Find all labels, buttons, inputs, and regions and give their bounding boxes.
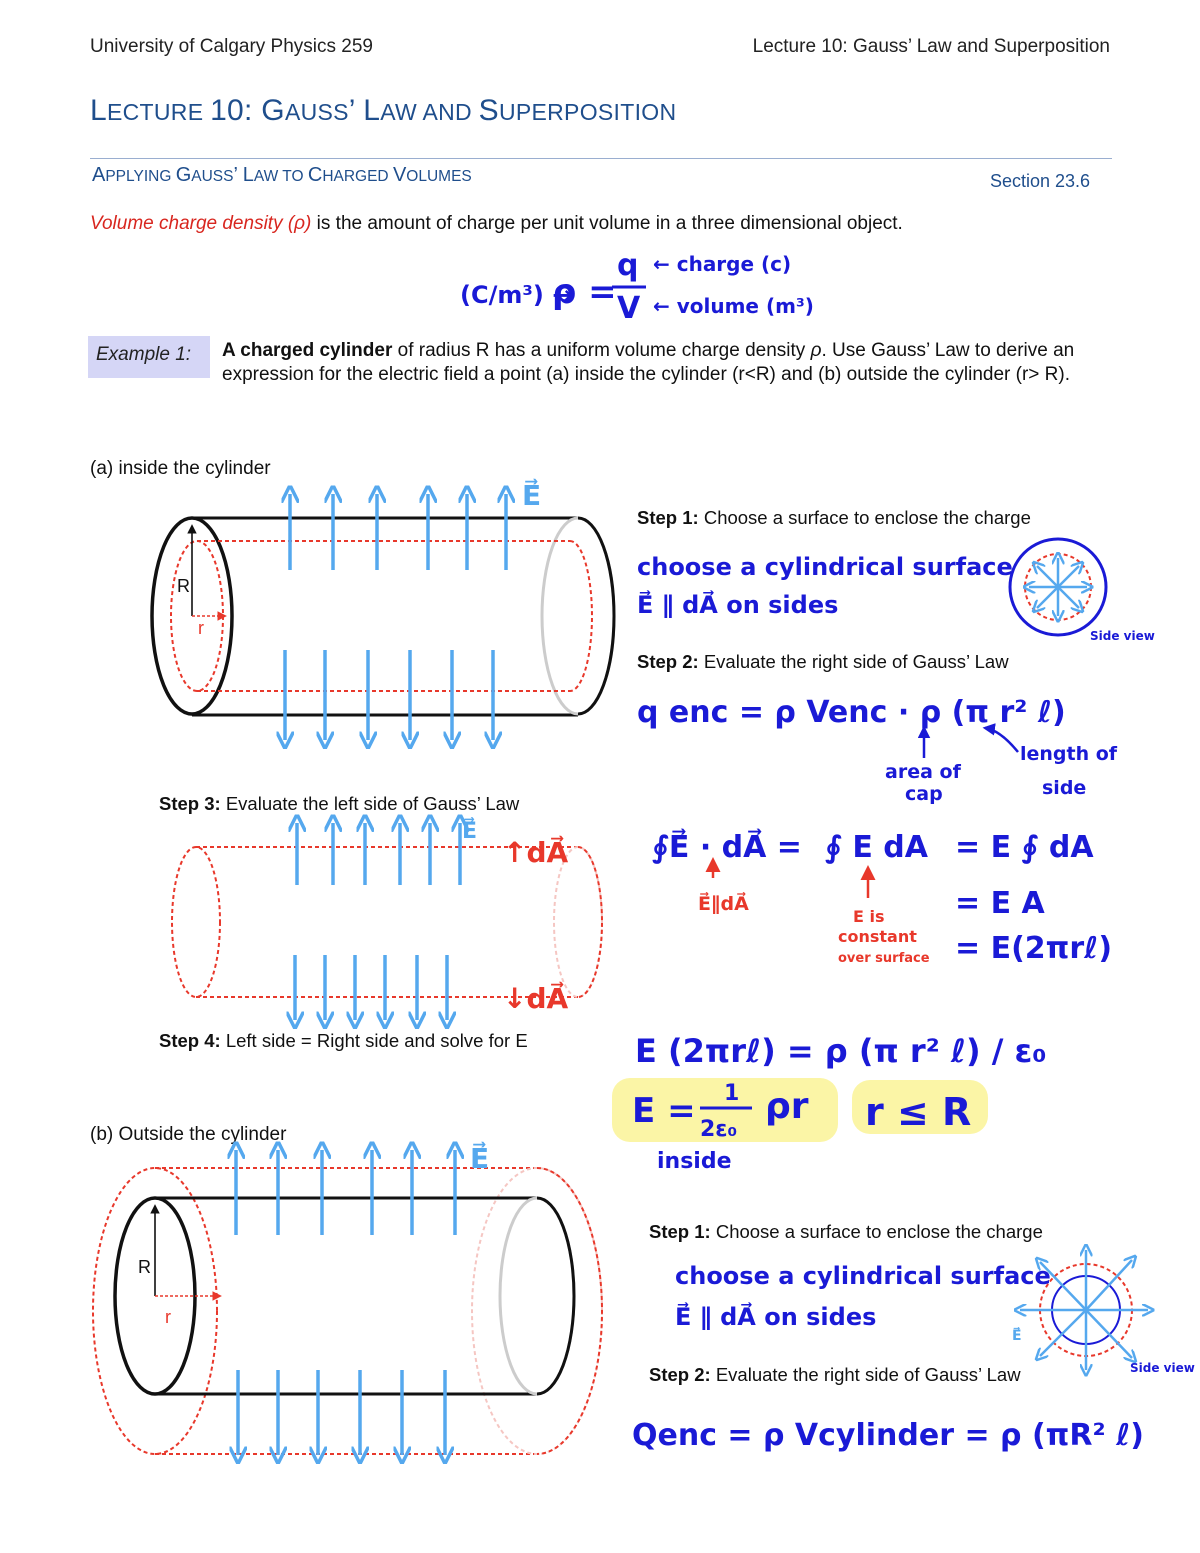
svg-text:E⃗: E⃗: [462, 819, 478, 844]
svg-text:q enc = ρ Venc · ρ (π r² ℓ): q enc = ρ Venc · ρ (π r² ℓ): [637, 695, 1066, 730]
dA-up-label: ↑dA⃗: [503, 836, 569, 869]
cylinder-b: [93, 1141, 602, 1455]
step1-b: Step 1: Choose a surface to enclose the charge: [649, 1221, 1043, 1242]
definition-line: Volume charge density (ρ) is the amount of charge per unit volume in a three dimensional object.: [90, 213, 903, 234]
header-left: University of Calgary Physics 259: [90, 36, 373, 57]
svg-text:V: V: [617, 291, 641, 326]
svg-text:= E ∮ dA: = E ∮ dA: [955, 830, 1094, 865]
page-title: LECTURE 10: GAUSS’ LAW AND SUPERPOSITION: [90, 94, 677, 127]
svg-text:← volume (m³): ← volume (m³): [653, 294, 814, 318]
svg-text:E⃗: E⃗: [1012, 1328, 1022, 1344]
part-a-label: (a) inside the cylinder: [90, 458, 271, 479]
step1-a-notes: [637, 553, 1013, 619]
example-text: A charged cylinder of radius R has a uniform volume charge density ρ. Use Gauss’ Law to derive an expression for the electric field a point (a) inside the cylinder (r<R) and (b) outside the cylinder (r> R).: [222, 340, 1075, 385]
svg-text:r ≤ R: r ≤ R: [865, 1090, 972, 1134]
svg-text:E is: E is: [853, 907, 885, 926]
svg-text:ρ =: ρ =: [552, 272, 617, 312]
label-r-b: r: [165, 1307, 171, 1327]
svg-text:= E(2πrℓ): = E(2πrℓ): [955, 931, 1113, 966]
section-subtitle: APPLYING GAUSS’ LAW TO CHARGED VOLUMES: [92, 164, 472, 186]
definition-term: Volume charge density (ρ): [90, 213, 312, 234]
E-vector-label-b: E⃗: [470, 1142, 490, 1175]
svg-text:side: side: [1042, 777, 1087, 799]
svg-text:ρr: ρr: [765, 1086, 809, 1127]
step1-a: Step 1: Choose a surface to enclose the charge: [637, 507, 1031, 528]
step2-b-notes: [632, 1418, 1144, 1453]
example-label: Example 1:: [96, 344, 192, 365]
svg-text:∮E⃗ · dA⃗ =: ∮E⃗ · dA⃗ =: [652, 830, 802, 865]
gauss-left-notes: [652, 829, 1112, 966]
part-b-label: (b) Outside the cylinder: [90, 1124, 287, 1145]
svg-text:1: 1: [724, 1081, 740, 1106]
label-r-a: r: [198, 618, 204, 638]
svg-text:E⃗ ∥ dA⃗ on sides: E⃗ ∥ dA⃗ on sides: [637, 591, 839, 619]
step2-a-notes: [637, 695, 1118, 805]
svg-text:Side view: Side view: [1090, 629, 1155, 643]
svg-text:E (2πrℓ) = ρ (π r² ℓ) / ε₀: E (2πrℓ) = ρ (π r² ℓ) / ε₀: [635, 1032, 1047, 1070]
svg-text:over surface: over surface: [838, 951, 930, 966]
side-view-a: [1010, 539, 1155, 643]
svg-text:(C/m³) →: (C/m³) →: [460, 281, 573, 309]
svg-text:Side view: Side view: [1130, 1361, 1195, 1375]
svg-text:q: q: [617, 248, 639, 283]
step4-a: Step 4: Left side = Right side and solve for E: [159, 1030, 528, 1051]
svg-text:cap: cap: [905, 783, 943, 805]
svg-text:2ε₀: 2ε₀: [700, 1117, 738, 1142]
label-R-a: R: [177, 576, 190, 596]
E-vector-label-a: E⃗: [522, 479, 542, 512]
label-R-b: R: [138, 1257, 151, 1277]
step2-b: Step 2: Evaluate the right side of Gauss’ Law: [649, 1364, 1021, 1385]
svg-text:choose a cylindrical surface: choose a cylindrical surface: [675, 1262, 1051, 1290]
step3-a: Step 3: Evaluate the left side of Gauss’ Law: [159, 793, 520, 814]
dA-down-label: ↓dA⃗: [503, 982, 569, 1015]
step2-a: Step 2: Evaluate the right side of Gauss’ Law: [637, 651, 1009, 672]
svg-text:← charge (c): ← charge (c): [653, 252, 792, 276]
svg-text:E⃗ ∥ dA⃗ on sides: E⃗ ∥ dA⃗ on sides: [675, 1303, 877, 1331]
svg-text:∮ E dA: ∮ E dA: [825, 830, 928, 865]
svg-text:choose a cylindrical surface: choose a cylindrical surface: [637, 553, 1013, 581]
svg-text:Qenc = ρ Vcylinder = ρ (πR² ℓ): Qenc = ρ Vcylinder = ρ (πR² ℓ): [632, 1418, 1144, 1453]
section-reference: Section 23.6: [990, 171, 1091, 191]
svg-text:area of: area of: [885, 761, 961, 783]
svg-text:E =: E =: [632, 1091, 696, 1131]
step1-b-notes: [675, 1262, 1051, 1331]
density-formula: [460, 248, 814, 326]
svg-text:E⃗∥dA⃗: E⃗∥dA⃗: [698, 893, 749, 915]
gaussian-cylinder-step3: [172, 817, 602, 1020]
svg-text:length of: length of: [1020, 743, 1118, 765]
svg-text:constant: constant: [838, 927, 917, 946]
header-right: Lecture 10: Gauss’ Law and Superposition: [752, 36, 1110, 57]
cylinder-a: [152, 478, 614, 740]
svg-text:= E A: = E A: [955, 886, 1045, 921]
step4-solution: [612, 1032, 1046, 1174]
svg-text:inside: inside: [657, 1149, 732, 1174]
